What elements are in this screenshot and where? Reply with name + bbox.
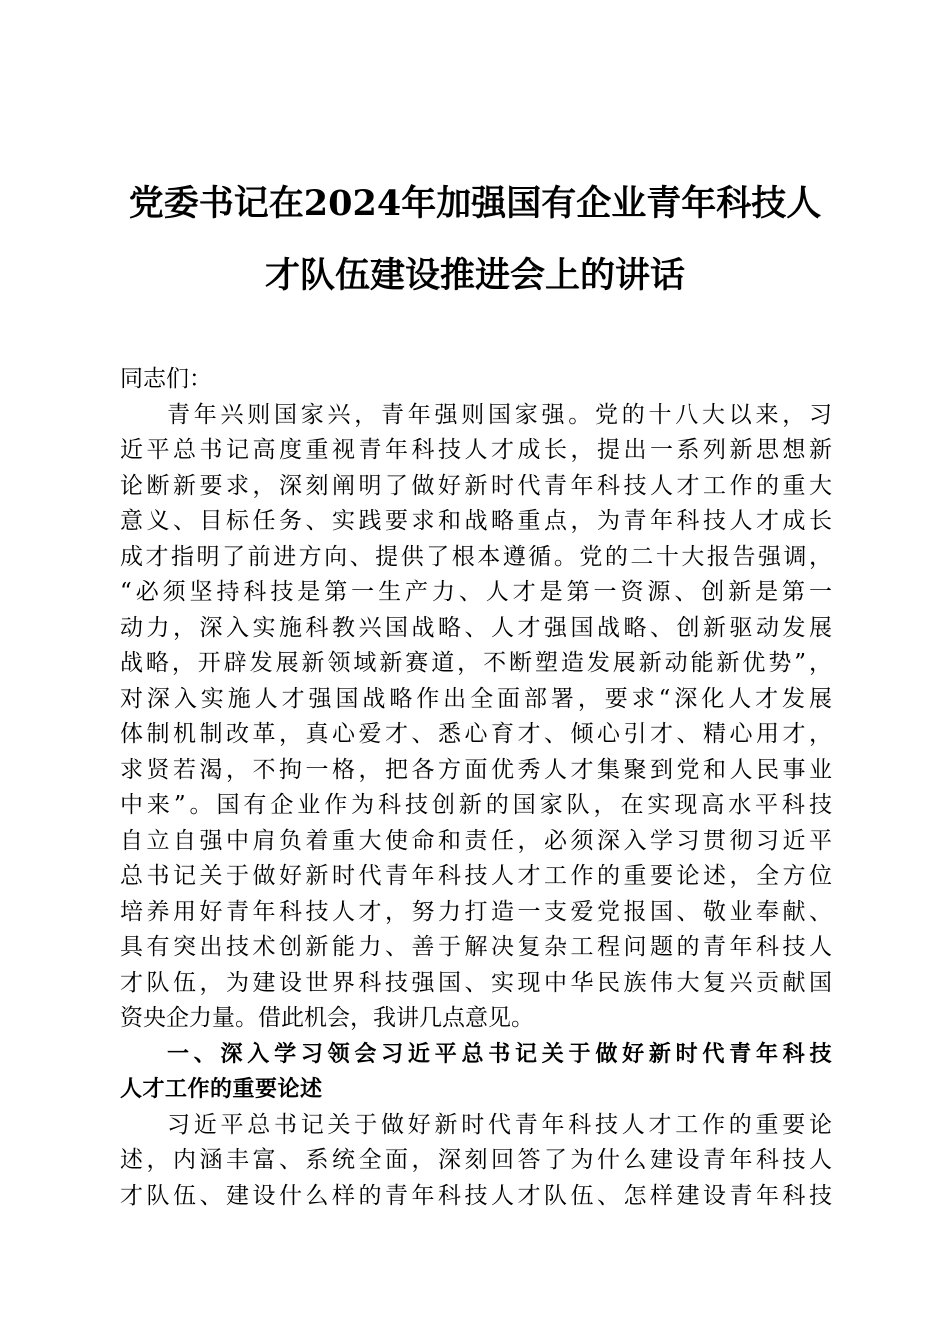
paragraph-line: 动力，深入实施科教兴国战略、人才强国战略、创新驱动发展: [120, 614, 832, 641]
paragraph-line: 述，内涵丰富、系统全面，深刻回答了为什么建设青年科技人: [120, 1147, 832, 1173]
paragraph-line: 对深入实施人才强国战略作出全面部署，要求“深化人才发展: [120, 685, 832, 712]
paragraph-line: 体制机制改革，真心爱才、悉心育才、倾心引才、精心用才，: [120, 721, 832, 747]
paragraph-line: 意义、目标任务、实践要求和战略重点，为青年科技人才成长: [120, 508, 832, 534]
paragraph-line: 培养用好青年科技人才，努力打造一支爱党报国、敬业奉献、: [120, 898, 832, 925]
document-title: [110, 168, 840, 312]
document-body: [120, 362, 832, 1214]
paragraph-line: 近平总书记高度重视青年科技人才成长，提出一系列新思想新: [120, 437, 832, 463]
heading-line: 人才工作的重要论述: [120, 1077, 323, 1102]
paragraph-line: 习近平总书记关于做好新时代青年科技人才工作的重要论: [167, 1111, 832, 1138]
paragraph-line: 论断新要求，深刻阐明了做好新时代青年科技人才工作的重大: [120, 472, 832, 499]
title-line-1: 党委书记在2024年加强国有企业青年科技人: [128, 183, 822, 224]
title-line-2: 才队伍建设推进会上的讲话: [264, 255, 685, 296]
paragraph-line: “必须坚持科技是第一生产力、人才是第一资源、创新是第一: [120, 579, 832, 605]
paragraph-line: 中来”。国有企业作为科技创新的国家队，在实现高水平科技: [120, 792, 832, 818]
paragraph-line: 才队伍，为建设世界科技强国、实现中华民族伟大复兴贡献国: [120, 969, 832, 996]
paragraph-line: 青年兴则国家兴，青年强则国家强。党的十八大以来，习: [167, 401, 832, 428]
section-1-paragraph: [120, 1108, 832, 1215]
section-1-heading: [120, 1037, 832, 1108]
paragraph-line: 总书记关于做好新时代青年科技人才工作的重要论述，全方位: [120, 863, 832, 889]
paragraph-line: 战略，开辟发展新领域新赛道，不断塑造发展新动能新优势”，: [120, 650, 832, 676]
paragraph-line: 资央企力量。借此机会，我讲几点意见。: [120, 1005, 534, 1031]
salutation: 同志们：: [120, 366, 212, 392]
paragraph-line: 才队伍、建设什么样的青年科技人才队伍、怎样建设青年科技: [120, 1182, 832, 1209]
paragraph-line: 求贤若渴，不拘一格，把各方面优秀人才集聚到党和人民事业: [120, 756, 832, 783]
intro-paragraph: [120, 398, 832, 1037]
paragraph-line: 自立自强中肩负着重大使命和责任，必须深入学习贯彻习近平: [120, 827, 832, 854]
paragraph-line: 具有突出技术创新能力、善于解决复杂工程问题的青年科技人: [120, 934, 832, 960]
heading-line: 一、深入学习领会习近平总书记关于做好新时代青年科技: [167, 1041, 832, 1067]
paragraph-line: 成才指明了前进方向、提供了根本遵循。党的二十大报告强调，: [120, 543, 832, 570]
